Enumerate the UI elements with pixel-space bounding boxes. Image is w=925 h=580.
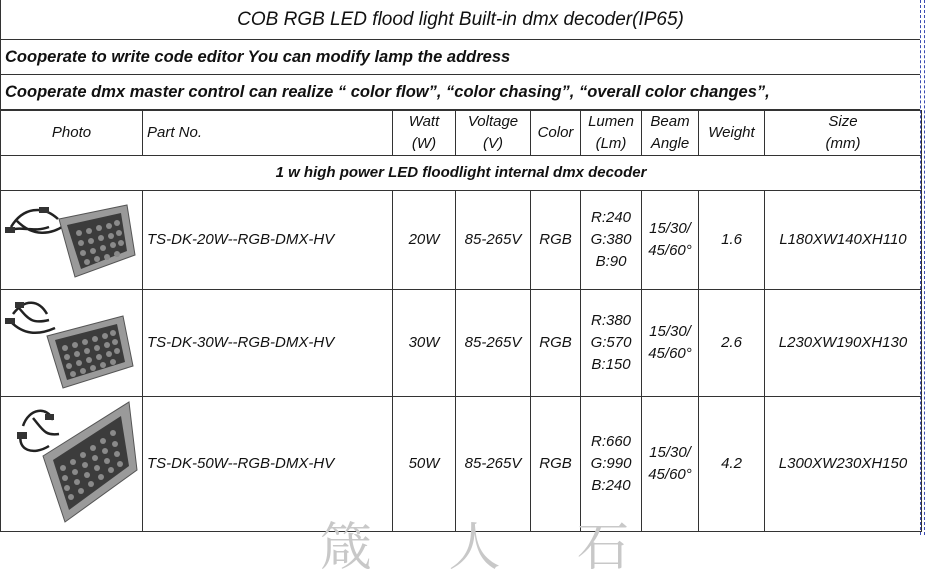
note-dmx-control: Cooperate dmx master control can realize “ color flow”, “color chasing”, “overall color changes”,	[0, 75, 920, 110]
weight-value: 1.6	[699, 191, 765, 290]
product-photo	[1, 290, 143, 397]
header-color: Color	[531, 111, 581, 156]
led-floodlight-photo-icon	[3, 294, 141, 392]
part-number: TS-DK-30W--RGB-DMX-HV	[143, 290, 393, 397]
beam-angle-value: 15/30/ 45/60°	[642, 191, 699, 290]
product-photo	[1, 191, 143, 290]
header-beam-angle: Beam Angle	[642, 111, 699, 156]
watermark: 箴 人 石	[320, 518, 660, 578]
led-floodlight-photo-icon	[3, 400, 141, 528]
section-title: 1 w high power LED floodlight internal dmx decoder	[1, 156, 922, 191]
table-row	[1, 191, 922, 290]
beam-angle-value: 15/30/ 45/60°	[642, 397, 699, 532]
header-weight: Weight	[699, 111, 765, 156]
section-row	[1, 156, 922, 191]
part-number: TS-DK-20W--RGB-DMX-HV	[143, 191, 393, 290]
product-table	[0, 110, 922, 532]
weight-value: 2.6	[699, 290, 765, 397]
page-break-line	[920, 0, 921, 535]
part-number: TS-DK-50W--RGB-DMX-HV	[143, 397, 393, 532]
led-floodlight-photo-icon	[3, 197, 141, 283]
color-value: RGB	[531, 290, 581, 397]
header-lumen: Lumen (Lm)	[581, 111, 642, 156]
table-header-row	[1, 111, 922, 156]
weight-value: 4.2	[699, 397, 765, 532]
note-code-editor: Cooperate to write code editor You can modify lamp the address	[0, 40, 920, 75]
watt-value: 20W	[393, 191, 456, 290]
header-voltage: Voltage (V)	[456, 111, 531, 156]
header-watt: Watt (W)	[393, 111, 456, 156]
watt-value: 30W	[393, 290, 456, 397]
color-value: RGB	[531, 397, 581, 532]
size-value: L230XW190XH130	[765, 290, 922, 397]
voltage-value: 85-265V	[456, 290, 531, 397]
header-part-no: Part No.	[143, 111, 393, 156]
product-photo	[1, 397, 143, 532]
size-value: L180XW140XH110	[765, 191, 922, 290]
header-size: Size (mm)	[765, 111, 922, 156]
table-row	[1, 290, 922, 397]
size-value: L300XW230XH150	[765, 397, 922, 532]
lumen-value: R:660 G:990 B:240	[581, 397, 642, 532]
color-value: RGB	[531, 191, 581, 290]
sheet-title: COB RGB LED flood light Built-in dmx decoder(IP65)	[0, 0, 920, 40]
voltage-value: 85-265V	[456, 191, 531, 290]
watt-value: 50W	[393, 397, 456, 532]
lumen-value: R:240 G:380 B:90	[581, 191, 642, 290]
header-photo: Photo	[1, 111, 143, 156]
voltage-value: 85-265V	[456, 397, 531, 532]
beam-angle-value: 15/30/ 45/60°	[642, 290, 699, 397]
lumen-value: R:380 G:570 B:150	[581, 290, 642, 397]
